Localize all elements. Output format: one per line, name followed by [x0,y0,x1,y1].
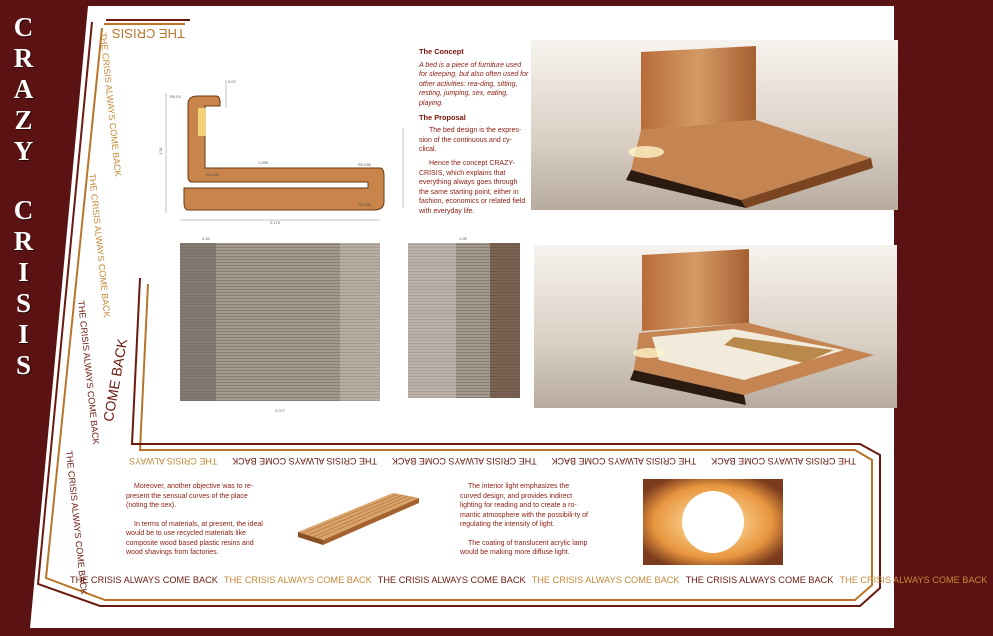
materials-text [126,482,271,567]
band-text: THE CRISIS ALWAYS COME BACK [551,456,697,466]
title-letter: A [13,74,35,104]
band-text: THE CRISIS ALWAYS COME BACK [391,456,537,466]
title-letter: R [13,226,35,256]
title-letter: S [15,350,33,380]
poster-title [6,12,42,381]
left-band-text: THE CRISIS ALWAYS COME BACK [64,450,90,596]
section-drawing [158,68,408,228]
flipped-band [125,456,860,466]
band-text: THE CRISIS ALWAYS COME BACK [711,456,856,466]
proposal-heading: The Proposal [419,112,466,122]
left-band-text: THE CRISIS ALWAYS COME BACK [76,300,102,446]
lighting-paragraph: The interior light emphasizes the curved design, and provides indirect lighting for reading and to create a ro-mantic atmosphere with the possibili-ty of regulating the intensity of light. [460,483,588,528]
radius-label: R0.035 [206,172,219,177]
materials-paragraph: Moreover, another objective was to re-present the sensual curves of the place (noting the sex). [126,483,254,509]
radius-label: R0.035 [358,162,371,167]
band-text: THE CRISIS ALWAYS COME BACK [377,575,526,585]
title-letter: S [15,288,33,318]
radius-label: R0.03 [170,94,181,99]
lighting-paragraph: The coating of translucent acrylic lamp would be making more diffuse light. [460,539,588,556]
dimension-label: 1.31 [158,147,163,155]
title-letter: Y [13,136,35,166]
dimension-label: 2.170 [270,220,281,225]
title-letter: C [13,12,35,42]
left-band-text: THE CRISIS ALWAYS COME BACK [98,32,124,178]
plan-view-large [180,235,385,415]
title-letter: I [18,257,30,287]
left-band-text: THE CRISIS ALWAYS COME BACK [87,173,113,319]
bed-render-mattress [534,245,897,408]
bed-render-empty [531,40,898,210]
band-text: THE CRISIS ALWAYS COME BACK [839,575,988,585]
dimension-label: 0.34 [202,236,210,241]
band-text: THE CRISIS ALWAYS COME BACK [531,575,680,585]
come-back-label: COME BACK [100,337,131,423]
top-mirror-title: THE CRISIS [112,26,185,41]
lighting-text [460,482,590,567]
title-letter: I [18,319,30,349]
materials-paragraph: In terms of materials, at present, the ideal would be to use recycled materials like composite wood based plastic resins and wood shavings from factories. [126,520,263,556]
title-letter: Z [14,105,34,135]
title-letter: C [13,195,35,225]
band-text: THE CRISIS ALWAYS COME BACK [232,456,378,466]
concept-heading: The Concept [419,47,464,56]
plan-view-small [405,235,525,405]
wood-plank-illustration [293,488,423,548]
dimension-label: 1.095 [258,160,269,165]
band-text: THE CRISIS ALWAYS COME BACK [70,575,218,585]
proposal-paragraph: The bed design is the expres-sion of the continuous and cy-clical. [419,127,522,154]
lamp-illustration [643,479,783,565]
dimension-label: 2.077 [275,408,286,413]
radius-label: R0.035 [358,202,371,207]
dimension-label: 0.07 [228,79,236,84]
band-text: THE CRISIS ALWAYS COME BACK [685,575,834,585]
dimension-label: 1.95 [459,236,467,241]
title-letter: R [13,43,35,73]
concept-intro: A bed is a piece of furniture used for sleeping, but also often used for other activities: rea-ding, sitting, resting, jumping, sex, eating, playing. [419,61,529,107]
band-text: THE CRISIS ALWAYS COME BACK [223,575,372,585]
bottom-band [70,575,993,585]
proposal-paragraph: Hence the concept CRAZY-CRISIS, which explains that everything always goes through the same starting point, either in fashion, economics or related field with everyday life. [419,159,526,215]
band-text: THE CRISIS ALWAYS [129,456,218,466]
concept-text [419,47,529,221]
